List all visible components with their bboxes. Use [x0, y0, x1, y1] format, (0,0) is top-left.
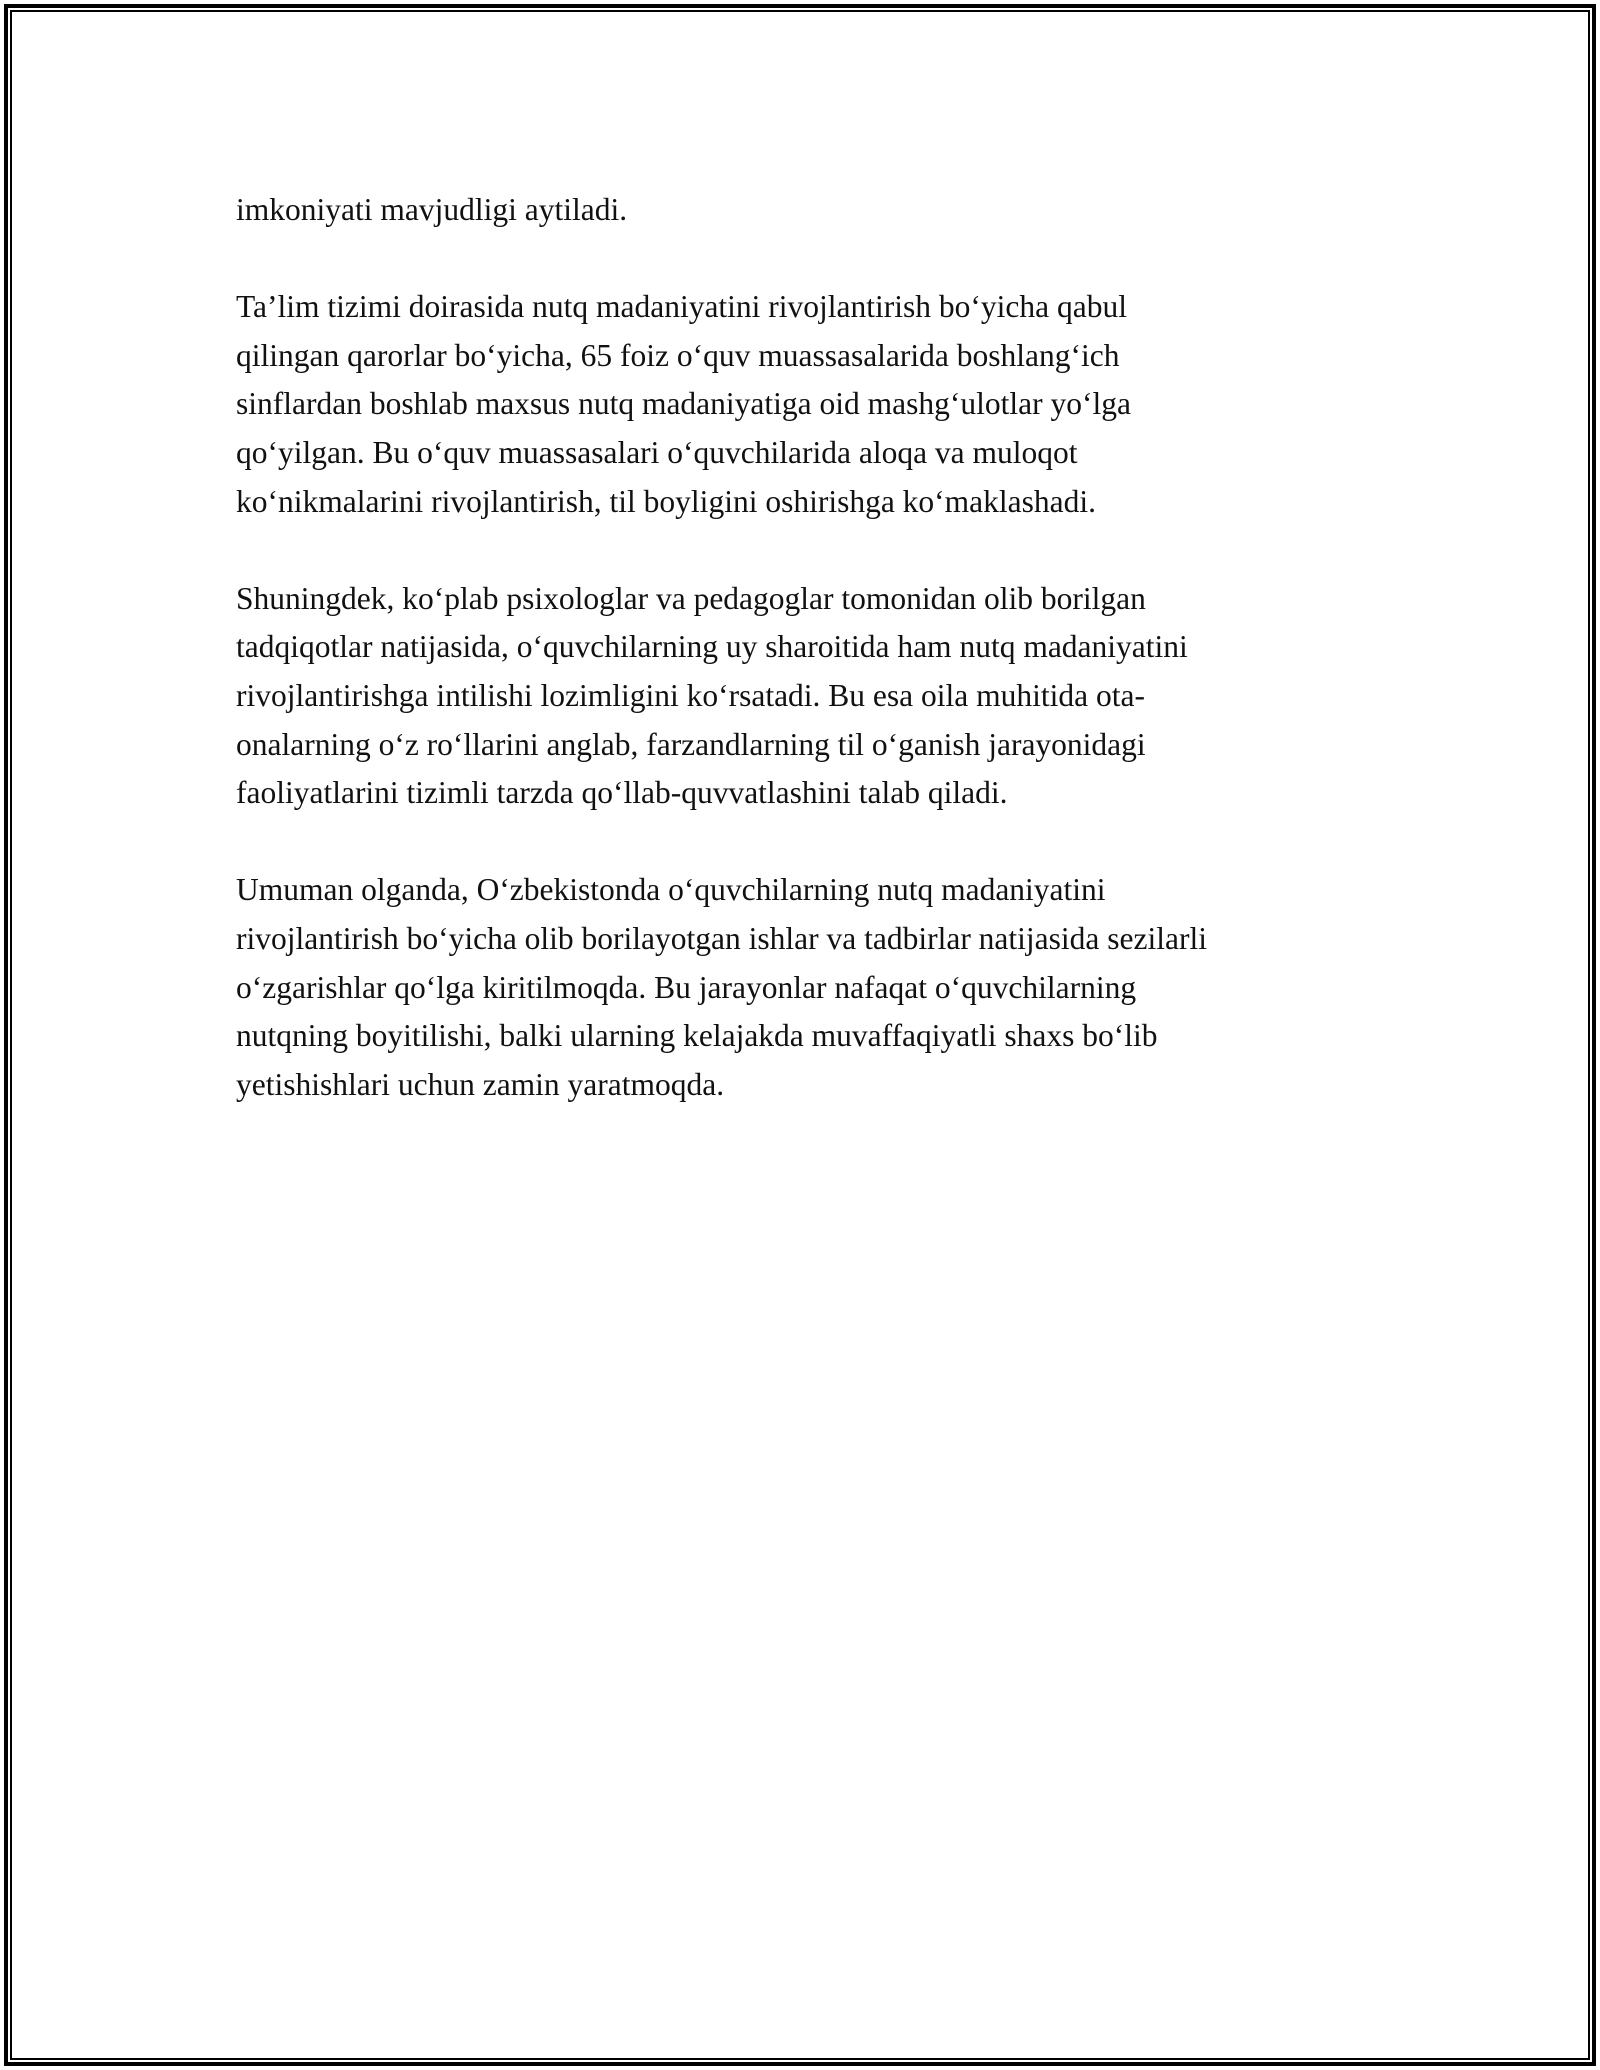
paragraph-continuation: imkoniyati mavjudligi aytiladi. — [236, 192, 628, 227]
paragraph-conclusion: Umuman olganda, O‘zbekistonda o‘quvchilarning nutq madaniyatini rivojlantirish bo‘yicha olib borilayotgan ishlar va tadbirlar natijasida sezilarli o‘zgarishlar qo‘lga kiritilmoqda. Bu jarayonlar nafaqat o‘quvchilarning nutqning boyitilishi, balki ularning kelajakda muvaffaqiyatli shaxs bo‘lib yetishishlari uchun zamin yaratmoqda. — [236, 872, 1207, 1102]
paragraph-psychologists: Shuningdek, ko‘plab psixologlar va pedagoglar tomonidan olib borilgan tadqiqotlar natijasida, o‘quvchilarning uy sharoitida ham nutq madaniyatini rivojlantirishga intilishi lozimligini ko‘rsatadi. Bu esa oila muhitida ota- onalarning o‘z ro‘llarini anglab, farzandlarning til o‘ganish jarayonidagi faoliyatlarini tizimli tarzda qo‘llab-quvvatlashini talab qiladi. — [236, 580, 1188, 811]
document-body — [236, 186, 1386, 1109]
paragraph-education-system: Ta’lim tizimi doirasida nutq madaniyatini rivojlantirish bo‘yicha qabul qilingan qarorlar bo‘yicha, 65 foiz o‘quv muassasalarida boshlang‘ich sinflardan boshlab maxsus nutq madaniyatiga oid mashg‘ulotlar yo‘lga qo‘yilgan. Bu o‘quv muassasalari o‘quvchilarida aloqa va muloqot ko‘nikmalarini rivojlantirish, til boyligini oshirishga ko‘maklashadi. — [236, 289, 1131, 519]
